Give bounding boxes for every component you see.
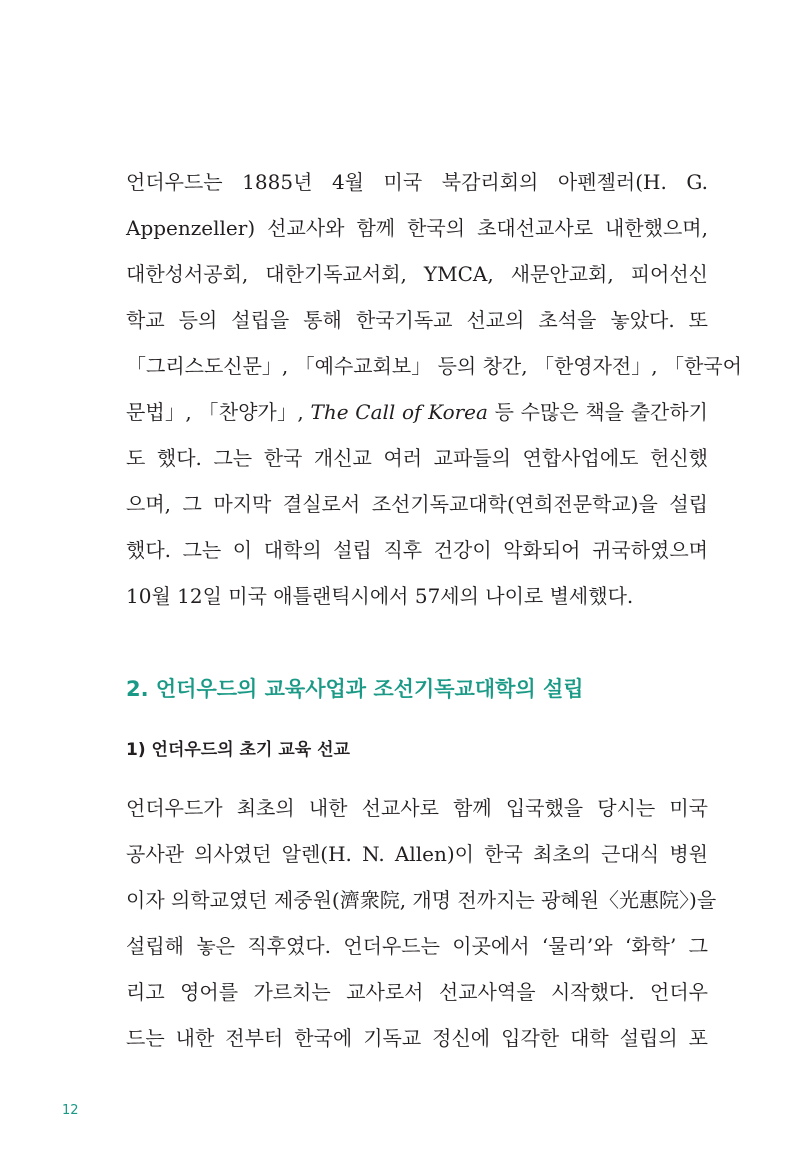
text-segment: 등 수많은 책을 출간하기 bbox=[487, 400, 708, 424]
text-line-with-book-title bbox=[126, 389, 708, 435]
page-number: 12 bbox=[62, 1103, 79, 1118]
text-segment: 문법」, 「찬양가」, bbox=[126, 400, 304, 424]
text-line: 드는 내한 전부터 한국에 기독교 정신에 입각한 대학 설립의 포 bbox=[126, 1026, 708, 1050]
text-line: 학교 등의 설립을 통해 한국기독교 선교의 초석을 놓았다. 또 bbox=[126, 308, 708, 332]
text-line: 도 했다. 그는 한국 개신교 여러 교파들의 연합사업에도 헌신했 bbox=[126, 446, 708, 470]
book-title: The Call of Korea bbox=[303, 400, 488, 424]
section-heading: 2. 언더우드의 교육사업과 조선기독교대학의 설립 bbox=[126, 677, 584, 701]
sub-heading: 1) 언더우드의 초기 교육 선교 bbox=[126, 740, 350, 760]
text-line: 했다. 그는 이 대학의 설립 직후 건강이 악화되어 귀국하였으며 bbox=[126, 538, 708, 562]
text-line: 설립해 놓은 직후였다. 언더우드는 이곳에서 ‘물리’와 ‘화학’ 그 bbox=[126, 934, 708, 958]
text-line: 으며, 그 마지막 결실로서 조선기독교대학(연희전문학교)을 설립 bbox=[126, 492, 708, 516]
text-line: 언더우드가 최초의 내한 선교사로 함께 입국했을 당시는 미국 bbox=[126, 796, 708, 820]
text-line: 언더우드는 1885년 4월 미국 북감리회의 아펜젤러(H. G. bbox=[126, 170, 708, 194]
text-line: 대한성서공회, 대한기독교서회, YMCA, 새문안교회, 피어선신 bbox=[126, 262, 708, 286]
text-line: 이자 의학교였던 제중원(濟衆院, 개명 전까지는 광혜원〈光惠院〉)을 bbox=[126, 888, 717, 912]
text-line: 리고 영어를 가르치는 교사로서 선교사역을 시작했다. 언더우 bbox=[126, 980, 708, 1004]
text-line: Appenzeller) 선교사와 함께 한국의 초대선교사로 내한했으며, bbox=[126, 216, 708, 240]
text-line: 「그리스도신문」, 「예수교회보」 등의 창간, 「한영자전」, 「한국어 bbox=[126, 354, 742, 378]
body-paragraph bbox=[126, 785, 717, 1061]
body-paragraph bbox=[126, 159, 742, 619]
text-line: 공사관 의사였던 알렌(H. N. Allen)이 한국 최초의 근대식 병원 bbox=[126, 842, 708, 866]
text-line: 10월 12일 미국 애틀랜틱시에서 57세의 나이로 별세했다. bbox=[126, 584, 634, 608]
